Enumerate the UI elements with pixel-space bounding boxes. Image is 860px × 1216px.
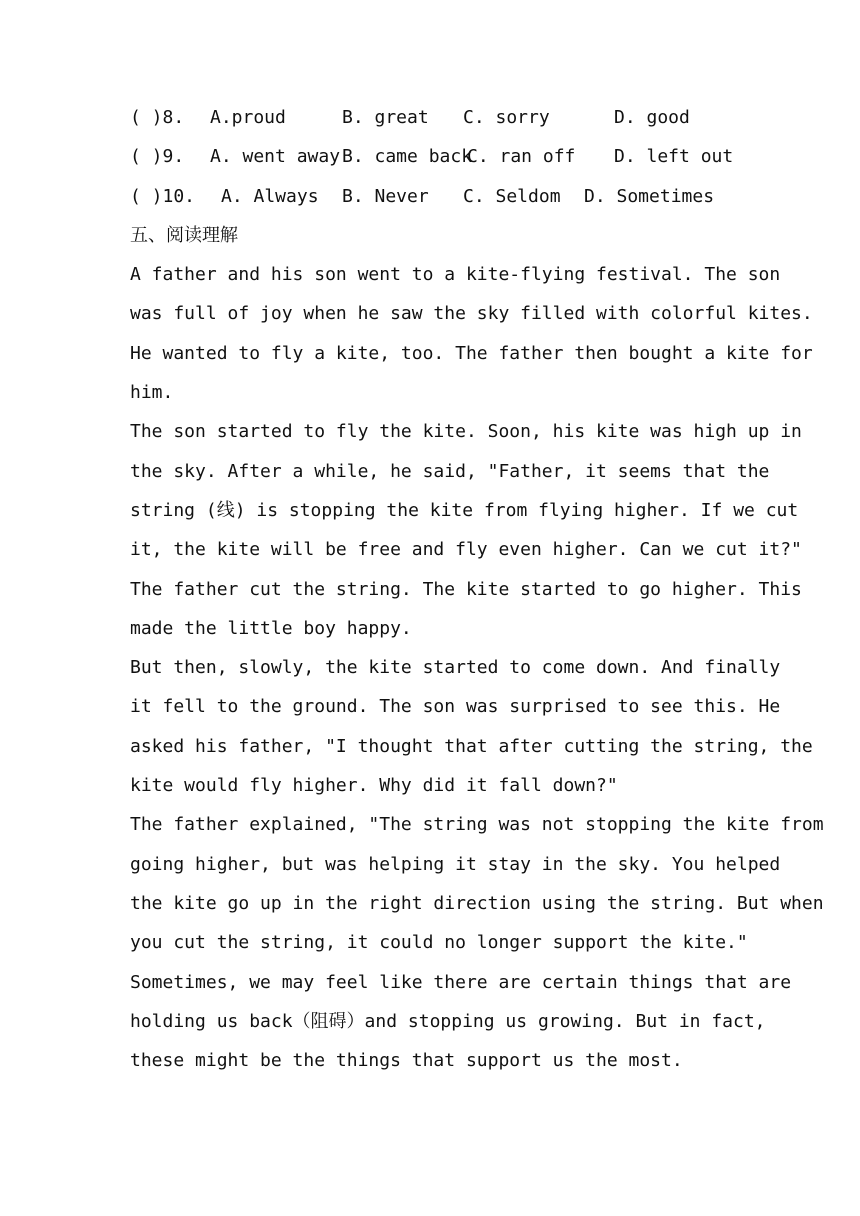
passage-line: the sky. After a while, he said, "Father, it seems that the	[130, 460, 770, 482]
passage-line: the kite go up in the right direction using the string. But when	[130, 892, 824, 914]
question-8	[130, 98, 730, 137]
passage-line: string (线) is stopping the kite from flying higher. If we cut	[130, 499, 799, 521]
option-d: D. Sometimes	[584, 185, 715, 207]
option-c: C. ran off	[467, 146, 576, 168]
option-b: B. great	[342, 107, 429, 128]
option-b: B. Never	[342, 185, 429, 207]
option-b: B. came back	[342, 146, 473, 168]
document-page	[130, 98, 824, 1080]
question-9	[130, 137, 734, 176]
option-c: C. Seldom	[463, 185, 561, 207]
passage-line: He wanted to fly a kite, too. The father then bought a kite for	[130, 342, 813, 364]
passage-line: But then, slowly, the kite started to come down. And finally	[130, 657, 781, 679]
option-a: A. went away	[210, 146, 341, 168]
question-number: ( )8.	[130, 107, 185, 128]
passage-line: him.	[130, 382, 174, 404]
question-number: ( )10.	[130, 185, 196, 207]
section-heading: 五、阅读理解	[130, 224, 238, 246]
passage-line: The father explained, "The string was not stopping the kite from	[130, 814, 824, 836]
option-a: A. Always	[221, 185, 319, 207]
passage-line: it fell to the ground. The son was surprised to see this. He	[130, 696, 781, 718]
passage-line: The father cut the string. The kite started to go higher. This	[130, 578, 802, 600]
question-number: ( )9.	[130, 146, 185, 168]
passage-line: Sometimes, we may feel like there are certain things that are	[130, 971, 792, 993]
passage-line: asked his father, "I thought that after cutting the string, the	[130, 735, 813, 757]
question-10	[130, 177, 730, 216]
passage-line: you cut the string, it could no longer support the kite."	[130, 932, 748, 954]
option-d: D. left out	[614, 146, 734, 168]
reading-passage	[130, 255, 824, 1080]
passage-line: these might be the things that support us the most.	[130, 1050, 683, 1072]
passage-line: was full of joy when he saw the sky filled with colorful kites.	[130, 303, 813, 325]
passage-line: it, the kite will be free and fly even higher. Can we cut it?"	[130, 539, 802, 561]
passage-line: A father and his son went to a kite-flying festival. The son	[130, 264, 781, 286]
passage-line: going higher, but was helping it stay in the sky. You helped	[130, 853, 781, 875]
option-a: A.proud	[210, 107, 286, 128]
option-d: D. good	[614, 107, 690, 128]
passage-line: made the little boy happy.	[130, 617, 412, 639]
passage-line: The son started to fly the kite. Soon, his kite was high up in	[130, 421, 802, 443]
passage-line: holding us back（阻碍）and stopping us growing. But in fact,	[130, 1010, 766, 1032]
passage-line: kite would fly higher. Why did it fall down?"	[130, 775, 618, 797]
option-c: C. sorry	[463, 107, 550, 128]
